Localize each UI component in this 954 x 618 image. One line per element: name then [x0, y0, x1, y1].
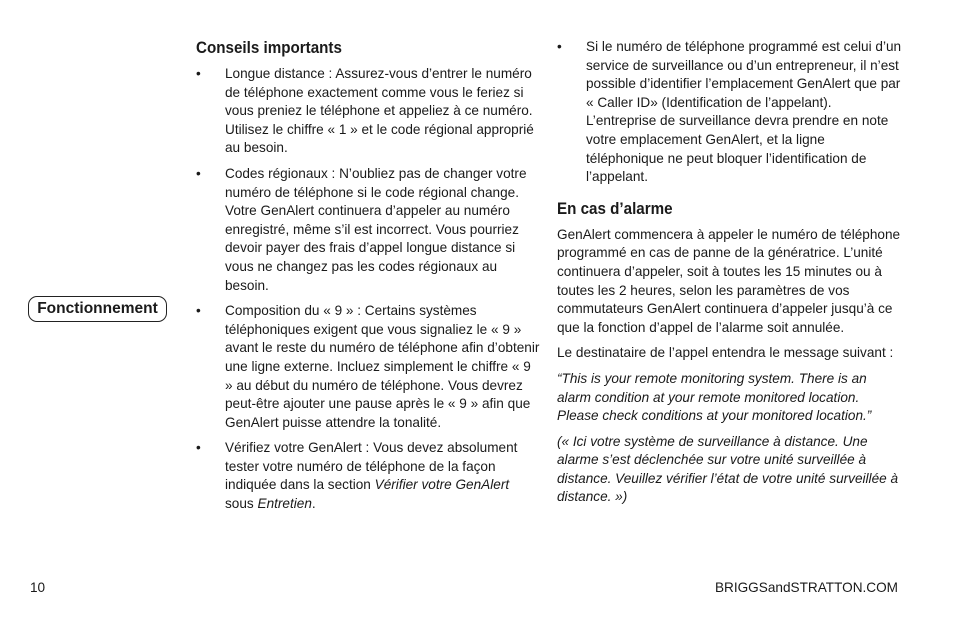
tip-monitoring-service	[557, 38, 902, 187]
bullet-icon: •	[196, 440, 201, 456]
alarm-description: GenAlert commencera à appeler le numéro de téléphone programmé en cas de panne de la génératrice. L’unité continuera d’appeler, soit à toutes les 15 minutes ou à toutes les 2 heures, selon les paramètres de vos commutateurs GenAlert continuera d’appeler jusqu’à ce que la fonction d’appel de l’alarme soit annulée.	[557, 226, 901, 335]
tip-area-codes	[196, 165, 540, 295]
section-reference-verify: Vérifier votre GenAlert	[374, 477, 510, 493]
tip-text: Longue distance : Assurez-vous d’entrer le numéro de téléphone exactement comme vous le feriez si vous preniez le téléphone et appeliez à ce numéro. Utilisez le chiffre « 1 » et le code régional approprié au besoin.	[225, 66, 534, 156]
left-column	[196, 38, 540, 521]
message-intro: Le destinataire de l’appel entendra le message suivant :	[557, 345, 894, 361]
tip-dial-nine	[196, 302, 540, 432]
bullet-icon: •	[196, 165, 201, 181]
alarm-message-french: (« Ici votre système de surveillance à distance. Une alarme s’est déclenchée sur votre unité surveillée à distance. Veuillez vérifier l’état de votre unité surveillée à distance. »)	[557, 433, 899, 505]
tip-text	[225, 440, 517, 511]
tips-list	[196, 65, 540, 514]
tip-text: Codes régionaux : N’oubliez pas de changer votre numéro de téléphone si le code régional change. Votre GenAlert continuera d’appeler au numéro enregistré, même s’il est incorrect. Vous pourriez devoir payer des frais d’appel longue distance si vous ne changez pas les codes régionaux au besoin.	[225, 165, 527, 293]
bullet-icon: •	[196, 303, 201, 319]
tip-text-middle: sous	[225, 496, 258, 512]
website-url: BRIGGSandSTRATTON.COM	[714, 580, 898, 595]
section-reference-maintenance: Entretien	[257, 496, 312, 512]
alarm-message-english: “This is your remote monitoring system. There is an alarm condition at your remote monitored location. Please check conditions at your monitored location.”	[557, 370, 872, 424]
tip-text: Si le numéro de téléphone programmé est celui d’un service de surveillance ou d’un entrepreneur, il n’est possible d’identifier l’emplacement GenAlert que par « Caller ID» (Identification de l’appelant). L’entreprise de surveillance devra prendre en note votre emplacement GenAlert, et la ligne téléphonique ne peut bloquer l’identification de l’appelant.	[586, 39, 902, 185]
page-number: 10	[30, 580, 46, 595]
heading-conseils-importants: Conseils importants	[196, 39, 342, 57]
bullet-icon: •	[557, 39, 562, 54]
heading-en-cas-d-alarme: En cas d’alarme	[557, 199, 673, 218]
right-tips-list	[557, 38, 902, 187]
section-tab-label: Fonctionnement	[37, 300, 158, 317]
section-tab-fonctionnement	[28, 296, 167, 322]
bullet-icon: •	[196, 66, 201, 81]
tip-text-suffix: .	[311, 496, 316, 512]
tip-text-prefix: Vérifiez votre GenAlert : Vous devez absolument tester votre numéro de téléphone de la façon indiquée dans la section	[225, 440, 518, 493]
right-column	[557, 38, 902, 514]
tip-verify-genalert	[196, 439, 540, 513]
tip-long-distance	[196, 65, 540, 158]
tip-text: Composition du « 9 » : Certains systèmes téléphoniques exigent que vous signaliez le « 9 » avant le reste du numéro de téléphone afin d’obtenir une ligne externe. Incluez simplement le chiffre « 9 » au début du numéro de téléphone. Vous devrez peut-être ajouter une pause après le « 9 » afin que GenAlert puisse attendre la tonalité.	[225, 303, 540, 430]
